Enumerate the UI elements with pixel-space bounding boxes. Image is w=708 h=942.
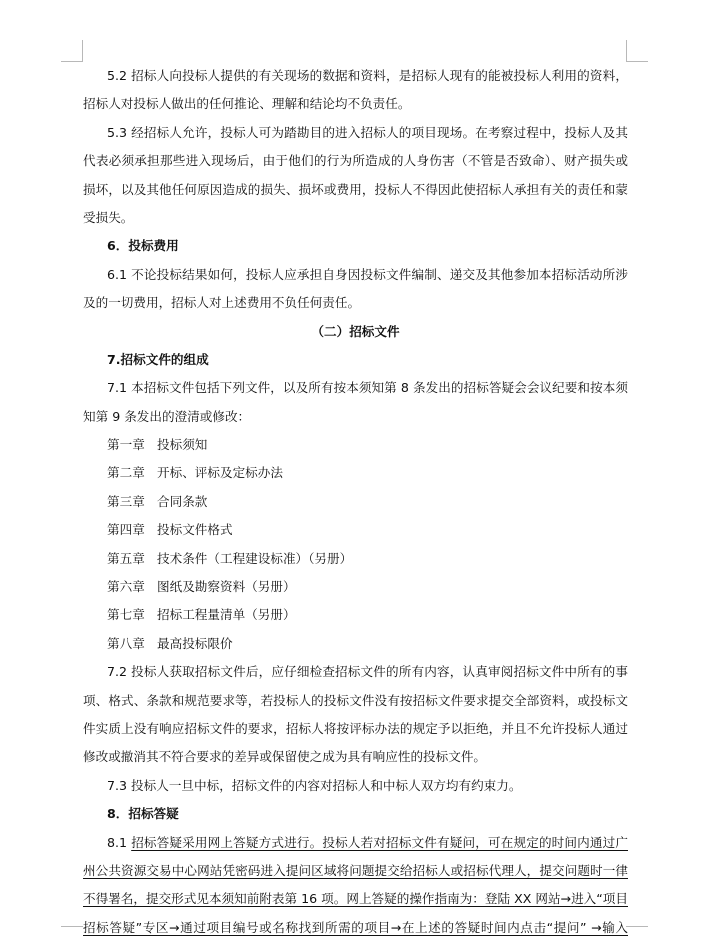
chapter-title: 招标工程量清单（另册）: [157, 607, 296, 623]
para-6-1-line-1: 6.1 不论投标结果如何，投标人应承担自身因投标文件编制、递交及其他参加本招标活动所涉: [107, 266, 628, 282]
chapter-title: 开标、评标及定标办法: [157, 465, 283, 481]
para-7-2-line-3: 件实质上没有响应招标文件的要求，招标人将按评标办法的规定予以拒绝，并且不允许投标人通过: [83, 720, 628, 736]
para-7-1-line-1: 7.1 本招标文件包括下列文件，以及所有按本须知第 8 条发出的招标答疑会会议纪要和按本须: [107, 380, 628, 396]
para-5-3-line-1: 5.3 经招标人允许，投标人可为踏勘目的进入招标人的项目现场。在考察过程中，投标人及其: [107, 124, 628, 140]
para-7-2-line-1: 7.2 投标人获取招标文件后，应仔细检查招标文件的所有内容，认真审阅招标文件中所有的事: [107, 664, 628, 680]
para-8-1-underlined-text: 招标答疑采用网上答疑方式进行。投标人若对招标文件有疑问，可在规定的时间内通过广: [131, 834, 628, 850]
chapter-item: [83, 573, 628, 601]
para-7-2-line-4: 修改或撤消其不符合要求的差异或保留使之成为具有响应性的投标文件。: [83, 749, 486, 765]
heading-8: 8．招标答疑: [107, 806, 179, 822]
chapter-item: [83, 431, 628, 459]
para-8-1-line-1: [83, 829, 628, 857]
para-6-1-line-2: 及的一切费用，招标人对上述费用不负任何责任。: [83, 295, 361, 311]
chapter-item: [83, 601, 628, 629]
part-2-heading: （二）招标文件: [311, 323, 400, 339]
crop-mark-top-left-h: [61, 61, 83, 62]
para-8-1-line-3: 不得署名，提交形式见本须知前附表第 16 项。网上答疑的操作指南为：登陆 XX 网站→进入“项目: [83, 891, 628, 907]
heading-7: 7.招标文件的组成: [107, 351, 209, 367]
chapter-number: 第二章: [107, 465, 145, 481]
chapter-item: [83, 459, 628, 487]
para-7-2-line-2: 项、格式、条款和规范要求等，若投标人的投标文件没有按招标文件要求提交全部资料，或投标文: [83, 692, 628, 708]
chapter-item: [83, 516, 628, 544]
chapter-number: 第一章: [107, 437, 145, 453]
para-8-1-line-2: 州公共资源交易中心网站凭密码进入提问区域将问题提交给招标人或招标代理人，提交问题时一律: [83, 862, 628, 878]
crop-mark-top-right-h: [626, 61, 648, 62]
para-7-1-line-2: 知第 9 条发出的澄清或修改：: [83, 408, 251, 424]
chapter-title: 图纸及勘察资料（另册）: [157, 579, 296, 595]
chapter-title: 最高投标限价: [157, 635, 233, 651]
chapter-number: 第五章: [107, 550, 145, 566]
chapter-item: [83, 630, 628, 658]
chapter-number: 第八章: [107, 635, 145, 651]
chapter-item: [83, 545, 628, 573]
heading-6: 6．投标费用: [107, 238, 179, 254]
chapter-title: 投标须知: [157, 437, 208, 453]
chapter-number: 第三章: [107, 493, 145, 509]
para-8-1-prefix: 8.1: [107, 834, 132, 850]
crop-mark-top-right-v: [626, 40, 627, 62]
chapter-title: 投标文件格式: [157, 522, 233, 538]
para-7-3: 7.3 投标人一旦中标，招标文件的内容对招标人和中标人双方均有约束力。: [107, 777, 522, 793]
para-5-3-line-3: 损坏，以及其他任何原因造成的损失、损坏或费用，投标人不得因此使招标人承担有关的责任和蒙: [83, 181, 628, 197]
crop-mark-top-left-v: [82, 40, 83, 62]
para-5-3-line-2: 代表必须承担那些进入现场后，由于他们的行为所造成的人身伤害（不管是否致命）、财产损失或: [83, 153, 628, 169]
chapter-title: 技术条件（工程建设标准）（另册）: [157, 550, 353, 566]
chapter-number: 第七章: [107, 607, 145, 623]
chapter-item: [83, 488, 628, 516]
para-5-2-line-1: 5.2 招标人向投标人提供的有关现场的数据和资料，是招标人现有的能被投标人利用的资料，: [107, 68, 628, 83]
para-5-2-line-2: 招标人对投标人做出的任何推论、理解和结论均不负责任。: [83, 96, 411, 112]
crop-mark-bottom-right-h: [626, 926, 648, 927]
chapter-number: 第六章: [107, 579, 145, 595]
chapter-number: 第四章: [107, 522, 145, 538]
chapter-title: 合同条款: [157, 493, 208, 509]
para-5-3-line-4: 受损失。: [83, 209, 134, 225]
document-body: [83, 62, 628, 942]
para-8-1-line-4: 招标答疑”专区→通过项目编号或名称找到所需的项目→在上述的答疑时间内点击“提问” →输入: [83, 919, 628, 935]
crop-mark-bottom-left-h: [61, 926, 83, 927]
